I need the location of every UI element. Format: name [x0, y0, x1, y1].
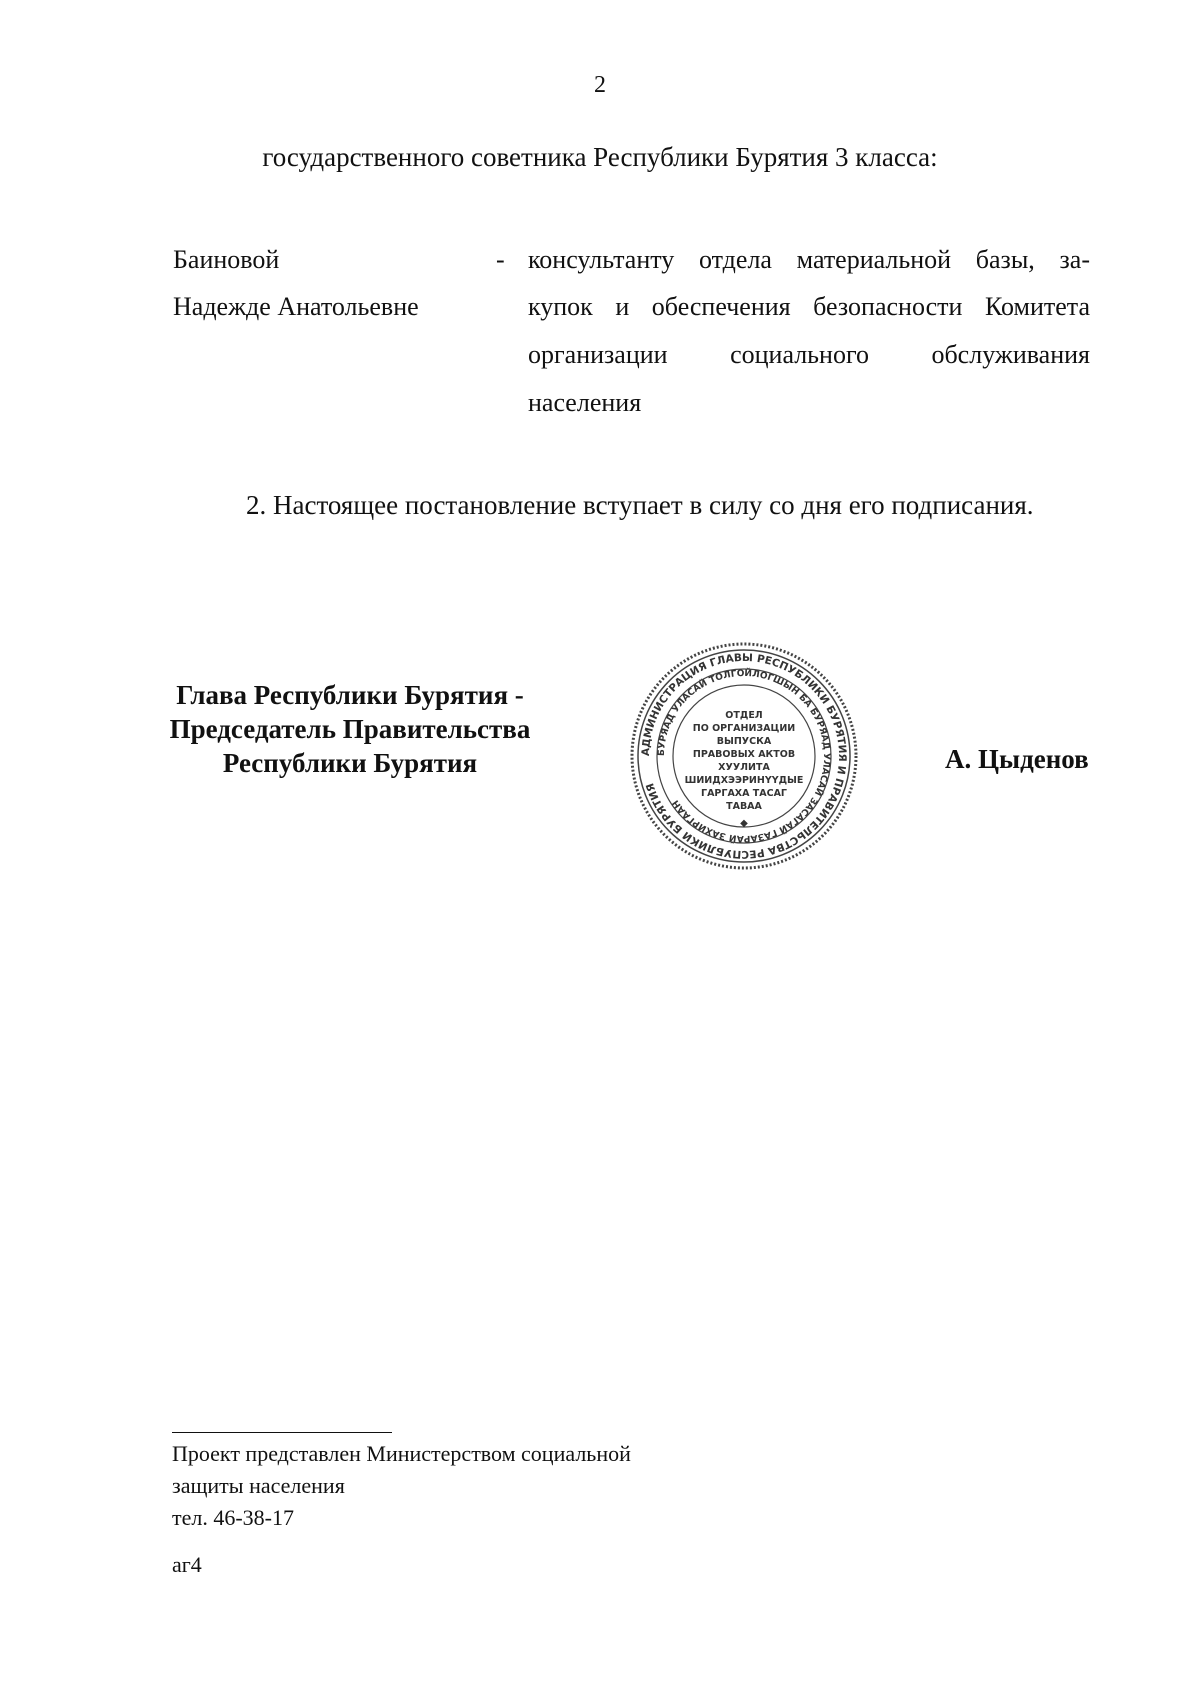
separator-dash: -	[496, 245, 505, 274]
signer-title	[150, 678, 550, 780]
position-line-1: консультанту отдела материальной базы, за-	[528, 245, 1090, 274]
seal-center-line-4: ПРАВОВЫХ АКТОВ	[692, 749, 796, 760]
document-code: аг4	[172, 1552, 202, 1577]
seal-inner-text: БУРЯАД УЛАСАЙ ТОЛГОЙЛОГШЫН БА БУРЯАД УЛАСАЙ ЗАСАГАЙ ГАЗАРАЙ ЗАХИРГААН	[656, 668, 832, 844]
appointment-heading: государственного советника Республики Бурятия 3 класса:	[262, 142, 938, 172]
footnote	[172, 1438, 631, 1534]
position-line-4: населения	[528, 388, 642, 417]
official-seal	[628, 640, 860, 872]
footnote-line-1: Проект представлен Министерством социальной	[172, 1441, 631, 1466]
position-line-2: купок и обеспечения безопасности Комитета	[528, 292, 1090, 321]
seal-stamp-icon	[628, 640, 860, 872]
seal-center-line-6: ШИИДХЭЭРИНҮҮДЫЕ	[684, 775, 804, 786]
signer-title-line-1: Глава Республики Бурятия -	[176, 680, 524, 710]
seal-center-line-1: ОТДЕЛ	[725, 710, 763, 721]
seal-center-line-2: ПО ОРГАНИЗАЦИИ	[692, 723, 796, 734]
appointee-given-names: Надежде Анатольевне	[173, 292, 419, 321]
signer-title-line-2: Председатель Правительства	[169, 714, 531, 744]
seal-center-line-5: ХУУЛИТА	[718, 762, 770, 773]
seal-center-line-3: ВЫПУСКА	[716, 736, 772, 747]
footnote-line-3: тел. 46-38-17	[172, 1505, 295, 1530]
footnote-divider	[172, 1432, 392, 1433]
signer-name: А. Цыденов	[945, 744, 1089, 774]
signer-title-line-3: Республики Бурятия	[222, 748, 478, 778]
footnote-line-2: защиты населения	[172, 1473, 345, 1498]
page-number: 2	[594, 72, 606, 98]
seal-outer-text: АДМИНИСТРАЦИЯ ГЛАВЫ РЕСПУБЛИКИ БУРЯТИЯ И ПРАВИТЕЛЬСТВА РЕСПУБЛИКИ БУРЯТИЯ	[639, 651, 849, 861]
position-line-3: организации социального обслуживания	[528, 340, 1090, 369]
clause-2: 2. Настоящее постановление вступает в силу со дня его подписания.	[246, 490, 1034, 520]
seal-center-line-8: ТАВАА	[726, 801, 762, 812]
seal-center-line-7: ГАРГАХА ТАСАГ	[701, 788, 787, 799]
svg-text:◆: ◆	[740, 818, 748, 829]
appointee-surname: Баиновой	[173, 245, 280, 274]
